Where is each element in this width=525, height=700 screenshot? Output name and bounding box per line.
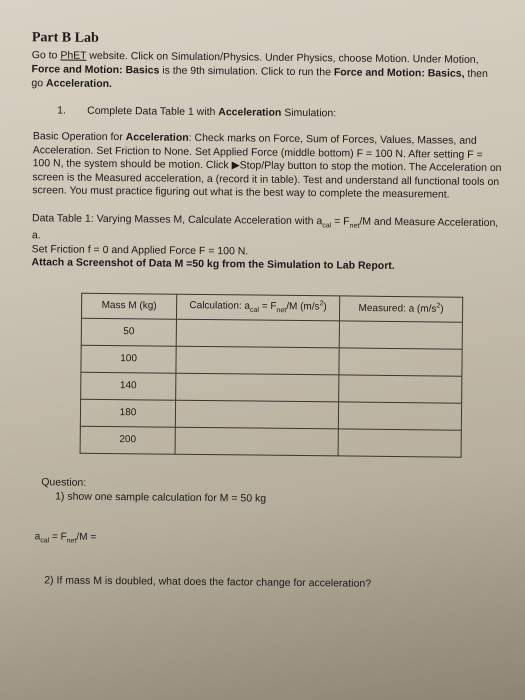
table-row: 180: [80, 399, 461, 430]
step-heading: 1. Complete Data Table 1 with Acceleration Simulation:: [57, 104, 337, 120]
worksheet: [8, 30, 519, 591]
measured-cell[interactable]: [339, 321, 462, 349]
calc-cell[interactable]: [176, 319, 339, 348]
sample-formula: $a_{cal} = F_{net}/M$ =: [34, 530, 97, 545]
data-table-1: [80, 292, 517, 458]
question-label: Question:: [41, 475, 87, 489]
phet-link[interactable]: PhET: [60, 49, 87, 62]
table-row: 140: [81, 372, 462, 403]
calc-cell[interactable]: [176, 346, 339, 375]
calc-cell[interactable]: [175, 400, 338, 429]
basic-operation-paragraph: Basic Operation for Acceleration: Check marks on Force, Sum of Forces, Values, Masses, and Acceleration. Set Friction to None. Set Applied Force (middle bottom) F = 100 N. After setting F = 100 N, the system should be motion. Click ▶Stop/Play button to stop the motion. The Acceleration on screen is the Measured acceleration, a (record it in table). Test and understand all functional tools on screen. You must practice figuring out what is the best way to complete the measurement.: [32, 130, 502, 201]
calc-cell[interactable]: [175, 427, 338, 456]
header-measured: Measured: a $(m/s^2)$: [339, 296, 462, 322]
measured-cell[interactable]: [338, 429, 461, 457]
measured-cell[interactable]: [338, 402, 461, 430]
header-mass: Mass M (kg): [81, 293, 176, 319]
page-title: Part B Lab: [31, 30, 99, 46]
question-1: 1) show one sample calculation for M = 50 kg: [55, 490, 267, 505]
table-row: 200: [80, 426, 461, 457]
header-calculation: Calculation: $a_{cal} = F_{net}/M$ $(m/s^2)$: [176, 294, 339, 321]
measured-cell[interactable]: [339, 375, 462, 403]
measured-cell[interactable]: [339, 348, 462, 376]
table-row: 50: [81, 318, 462, 349]
question-2: 2) If mass M is doubled, what does the factor change for acceleration?: [44, 573, 372, 590]
question-section: [41, 475, 514, 508]
table-row: 100: [81, 345, 462, 376]
data-table-instructions: Data Table 1: Varying Masses M, Calculate Acceleration with $a_{cal} = F_{net}/M$ and Measure Acceleration, a. Set Friction f = 0 and Applied Force F = 100 N. Attach a Screenshot of Data M =50 kg from the Simulation to Lab Report.: [31, 211, 499, 273]
intro-paragraph: Go to PhET website. Click on Simulation/Physics. Under Physics, choose Motion. Under Motion, Force and Motion: Basics is the 9th simulation. Click to run the Force and Motion: Basics, then go Acceleration.: [31, 49, 488, 91]
calc-cell[interactable]: [176, 373, 339, 402]
